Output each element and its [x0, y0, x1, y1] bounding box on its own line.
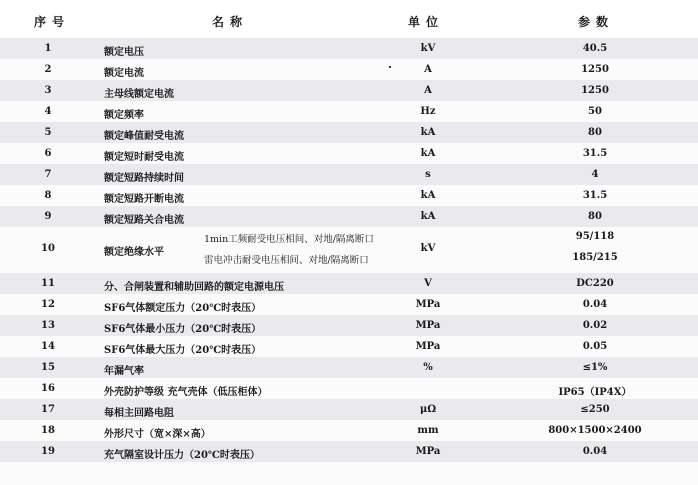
row-value: 0.04: [582, 299, 608, 310]
row-name: 额定电流: [104, 68, 144, 79]
row-value: 0.02: [582, 320, 608, 331]
table-row: [0, 399, 698, 420]
row-unit: MPa: [415, 341, 441, 352]
row-unit: Hz: [420, 106, 436, 117]
row-name: 额定短路开断电流: [104, 194, 184, 205]
row-unit: %: [423, 362, 433, 373]
table-row: [0, 273, 698, 294]
row-unit: μΩ: [419, 404, 437, 415]
table-row: [0, 59, 698, 80]
row-unit: mm: [417, 425, 439, 436]
row-unit: V: [424, 278, 432, 289]
table-row: [0, 185, 698, 206]
table-row: [0, 315, 698, 336]
row-no: 12: [41, 299, 55, 310]
row-value: IP65（IP4X）: [558, 387, 632, 398]
row-value: 31.5: [582, 148, 608, 159]
row-no: 10: [41, 243, 55, 254]
row-no: 8: [44, 190, 52, 201]
table-row: [0, 229, 698, 269]
row-unit: MPa: [415, 320, 441, 331]
row-unit: MPa: [415, 446, 441, 457]
row-subitem-lightning-impulse: 雷电冲击耐受电压相间、对地/隔离断口: [204, 255, 369, 266]
row-name: 额定短时耐受电流: [104, 152, 184, 163]
row-name: 额定电压: [104, 47, 144, 58]
table-row: [0, 378, 698, 399]
table-row: [0, 420, 698, 441]
row-value: DC220: [576, 278, 614, 289]
row-name: 主母线额定电流: [104, 89, 174, 100]
row-unit: kA: [420, 127, 436, 138]
row-name: SF6气体最大压力（20℃时表压）: [104, 345, 262, 356]
row-name: 分、合闸装置和辅助回路的额定电源电压: [104, 282, 284, 293]
row-no: 2: [44, 64, 52, 75]
row-unit: kV: [420, 243, 436, 254]
row-value: 4: [591, 169, 599, 180]
row-value: 0.05: [582, 341, 608, 352]
row-no: 14: [41, 341, 55, 352]
row-value: 80: [588, 211, 602, 222]
row-no: 13: [41, 320, 55, 331]
header-name: 名称: [212, 15, 249, 29]
row-no: 3: [44, 85, 52, 96]
row-no: 17: [41, 404, 55, 415]
table-row: [0, 101, 698, 122]
row-no: 16: [41, 383, 55, 394]
table-row: [0, 336, 698, 357]
print-speck: [389, 66, 391, 68]
row-value: 1250: [581, 85, 609, 96]
row-name: 额定短路持续时间: [104, 173, 184, 184]
header-no: 序号: [34, 15, 71, 29]
row-no: 4: [44, 106, 52, 117]
row-no: 6: [44, 148, 52, 159]
table-header: [0, 0, 698, 38]
row-value-power-frequency: 95/118: [575, 231, 615, 242]
row-unit: A: [424, 85, 432, 96]
row-value: 800×1500×2400: [548, 425, 642, 436]
row-name: 额定峰值耐受电流: [104, 131, 184, 142]
row-name: 每相主回路电阻: [104, 408, 174, 419]
row-name: 额定频率: [104, 110, 144, 121]
row-no: 7: [44, 169, 52, 180]
table-row: [0, 80, 698, 101]
row-name: SF6气体最小压力（20℃时表压）: [104, 324, 262, 335]
row-value: 80: [588, 127, 602, 138]
row-value: ≤250: [580, 404, 610, 415]
table-row: [0, 357, 698, 378]
table-row: [0, 441, 698, 462]
row-value: 0.04: [582, 446, 608, 457]
table-row: [0, 294, 698, 315]
row-unit: kV: [420, 43, 436, 54]
table-row: [0, 164, 698, 185]
row-unit: MPa: [415, 299, 441, 310]
row-value: ≤1%: [582, 362, 608, 373]
row-name: 外壳防护等级 充气壳体（低压柜体）: [104, 387, 268, 398]
row-no: 19: [41, 446, 55, 457]
row-unit: kA: [420, 148, 436, 159]
header-unit: 单位: [408, 15, 445, 29]
row-value: 40.5: [582, 43, 608, 54]
row-name: 充气隔室设计压力（20℃时表压）: [104, 450, 260, 461]
row-name: 额定绝缘水平: [104, 247, 164, 258]
row-no: 9: [44, 211, 52, 222]
row-no: 11: [41, 278, 55, 289]
header-value: 参数: [578, 15, 615, 29]
row-name: SF6气体额定压力（20℃时表压）: [104, 303, 262, 314]
table-row: [0, 122, 698, 143]
table-row: [0, 38, 698, 59]
row-unit: s: [425, 169, 431, 180]
row-unit: kA: [420, 211, 436, 222]
table-row: [0, 206, 698, 227]
row-no: 5: [44, 127, 52, 138]
row-value-lightning-impulse: 185/215: [572, 252, 618, 263]
row-no: 15: [41, 362, 55, 373]
row-unit: A: [424, 64, 432, 75]
row-no: 1: [44, 43, 52, 54]
row-no: 18: [41, 425, 55, 436]
table-row: [0, 143, 698, 164]
row-unit: kA: [420, 190, 436, 201]
row-name: 年漏气率: [104, 366, 144, 377]
row-value: 1250: [581, 64, 609, 75]
row-subitem-power-frequency: 1min工频耐受电压相间、对地/隔离断口: [204, 234, 374, 245]
row-name: 额定短路关合电流: [104, 215, 184, 226]
row-name: 外形尺寸（宽×深×高）: [104, 429, 211, 440]
row-value: 31.5: [582, 190, 608, 201]
row-value: 50: [588, 106, 602, 117]
